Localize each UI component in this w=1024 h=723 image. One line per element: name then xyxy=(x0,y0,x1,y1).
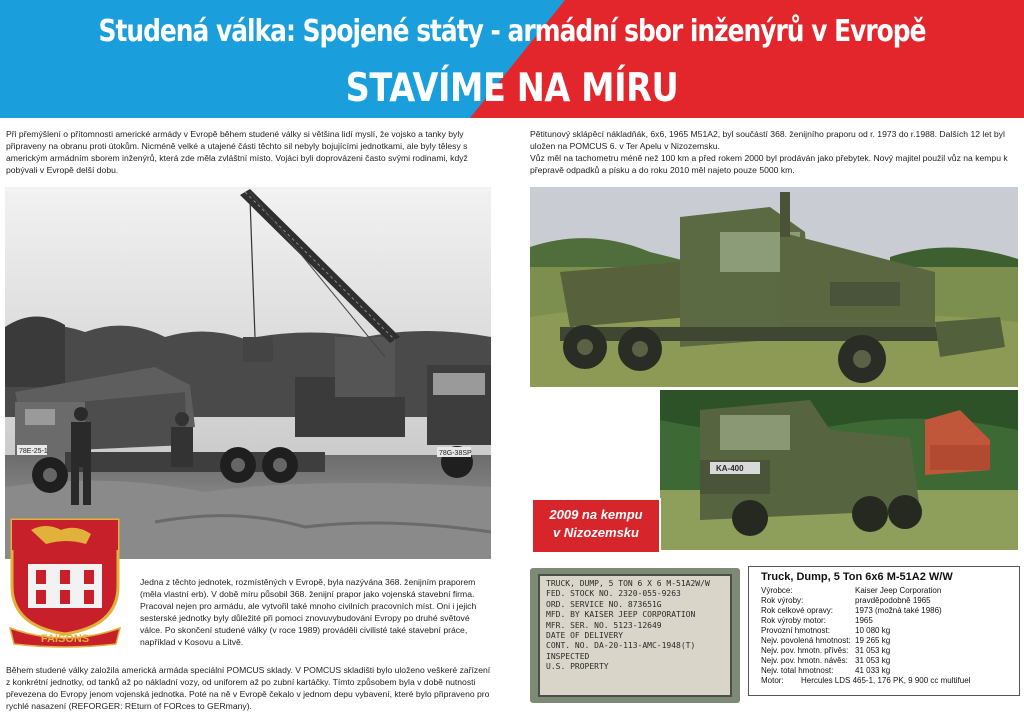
data-plate-line: FED. STOCK NO. 2320-055-9263 xyxy=(546,589,681,599)
spec-row xyxy=(761,646,1011,656)
specifications-title: Truck, Dump, 5 Ton 6x6 M-51A2 W/W xyxy=(761,571,953,583)
unit-description-text: Jedna z těchto jednotek, rozmístěných v Evropě, byla nazývána 368. ženijním praporem (měla vlastní erb). V době míru působil 368. ženijní prapor jako vojenská stavební firma. Pracoval nejen pro armádu, ale vytvořil také mnoho civilních pracovních míst. Oni i jejich sesterské jednotky byly důležité při pomoci znovuvybudování Evropy po druhé světové válce. Po skončení studené války (v roce 1989) prováděli civilisté také stavební práce, například v Kosovu a Litvě. xyxy=(140,577,477,647)
unit-crest-drawing xyxy=(6,516,124,650)
unit-description xyxy=(140,576,492,648)
spec-row xyxy=(761,626,1011,636)
spec-value: 19 265 kg xyxy=(855,636,891,645)
spec-value: 10 080 kg xyxy=(855,626,891,635)
pomcus-paragraph xyxy=(6,664,492,712)
truck-history-para1: Pětitunový sklápěcí nákladňák, 6x6, 1965 M51A2, byl součástí 368. ženijního praporu od r. 1973 do r.1988. Dalších 12 let byl uložen na POMCUS 6. v Ter Apelu v Nizozemsku. xyxy=(530,129,1005,151)
spec-value: Hercules LDS 465-1, 176 PK, 9 900 cc multifuel xyxy=(801,676,971,685)
data-plate-line: TRUCK, DUMP, 5 TON 6 X 6 M-51A2W/W xyxy=(546,579,710,588)
data-plate-line: CONT. NO. DA-20-113-AMC-1948(T) xyxy=(546,641,696,651)
spec-value: 1973 (možná také 1986) xyxy=(855,606,942,615)
vehicle-data-plate-inner xyxy=(538,574,732,697)
spec-label: Výrobce: xyxy=(761,586,793,595)
spec-label: Motor: xyxy=(761,676,784,685)
spec-row xyxy=(761,656,1011,666)
data-plate-line: DATE OF DELIVERY xyxy=(546,631,624,641)
data-plate-line: ORD. SERVICE NO. 873651G xyxy=(546,599,662,609)
data-plate-line: U.S. PROPERTY xyxy=(546,662,609,672)
vehicle-data-plate xyxy=(530,568,740,703)
data-plate-line: MFR. SER. NO. 5123-12649 xyxy=(546,620,662,630)
truck-number-plate: KA-400 xyxy=(716,464,744,473)
spec-label: Nejv. povolená hmotnost: xyxy=(761,636,851,645)
spec-label: Nejv. pov. hmotn. návěs: xyxy=(761,656,848,665)
specifications-box xyxy=(748,566,1020,696)
page-title: Studená válka: Spojené státy - armádní sbor inženýrů v Evropě xyxy=(98,14,926,49)
historical-photo-drawing xyxy=(5,187,491,559)
spec-value: 31 053 kg xyxy=(855,646,891,655)
truck-photo-camp xyxy=(660,390,1018,550)
spec-row xyxy=(761,666,1011,676)
pomcus-text: Během studené války založila americká armáda speciální POMCUS sklady. V POMCUS skladišti bylo uloženo veškeré zařízení z konkrétní jednotky, od tanků až po nákladní vozy, od uniforem až po zubní kartáčky. Tímto způsobem byla v době nutnosti převezena do Evropy jenom vojenská jednotka. Poté na ně v Evropě čekalo v jednom depu vybavení, které bylo připraveno pro rychlé nasazení (REFORGER: REturn of FORces to GERmany). xyxy=(6,665,491,711)
photo-caption-line1: 2009 na kempu xyxy=(549,507,643,522)
spec-value: 31 053 kg xyxy=(855,656,891,665)
spec-label: Nejv. pov. hmotn. přívěs: xyxy=(761,646,849,655)
spec-row xyxy=(761,596,1011,606)
intro-text: Při přemýšlení o přítomnosti americké armády v Evropě během studené války si většina lidí myslí, že vojsko a tanky byly připraveny na obranu proti útokům. Nicméně velké a utajené části těchto sil nebyly bojujícími jednotkami, ale byly tělesy s americkým armádním sborem inženýrů, která zde měla zvláštní místo. Vojáci byli doprovázeni často svými rodinami, když pobývali v Evropě delší dobu. xyxy=(6,129,468,175)
spec-row xyxy=(761,636,1011,646)
truck-photo-field-drawing xyxy=(530,187,1018,387)
spec-value: 1965 xyxy=(855,616,873,625)
truck-history-text xyxy=(530,128,1014,176)
spec-label: Provozní hmotnost: xyxy=(761,626,830,635)
data-plate-line: INSPECTED xyxy=(546,651,590,661)
historical-bw-photo xyxy=(5,187,491,559)
truck-photo-field xyxy=(530,187,1018,387)
photo-caption-badge xyxy=(531,498,661,554)
spec-label: Rok výroby motor: xyxy=(761,616,826,625)
unit-crest xyxy=(6,516,124,650)
crest-motto: FAISONS xyxy=(40,633,90,645)
page-subtitle: STAVÍME NA MÍRU xyxy=(345,66,679,111)
photo-caption-line2: v Nizozemsku xyxy=(553,525,639,540)
spec-value: Kaiser Jeep Corporation xyxy=(855,586,942,595)
truck-photo-camp-drawing xyxy=(660,390,1018,550)
spec-row xyxy=(761,676,1011,686)
intro-paragraph xyxy=(6,128,492,176)
spec-value: pravděpodobně 1965 xyxy=(855,596,931,605)
spec-row xyxy=(761,606,1011,616)
spec-label: Rok výroby: xyxy=(761,596,804,605)
spec-label: Nejv. total hmotnost: xyxy=(761,666,834,675)
spec-row xyxy=(761,586,1011,596)
spec-row xyxy=(761,616,1011,626)
spec-value: 41 033 kg xyxy=(855,666,891,675)
spec-label: Rok celkové opravy: xyxy=(761,606,834,615)
truck-history-para2: Vůz měl na tachometru méně než 100 km a před rokem 2000 byl prodáván jako přebytek. Nový majitel použil vůz na kempu k přepravě odpadků a písku a do roku 2010 měl najeto pouze 5000 km. xyxy=(530,153,1008,175)
bw-truck-plate-left: 78E-25-1 xyxy=(19,448,48,455)
header-banner xyxy=(0,0,1024,118)
bw-truck-plate-right: 78G-38SP xyxy=(439,450,472,457)
data-plate-line: MFD. BY KAISER JEEP CORPORATION xyxy=(546,610,696,620)
